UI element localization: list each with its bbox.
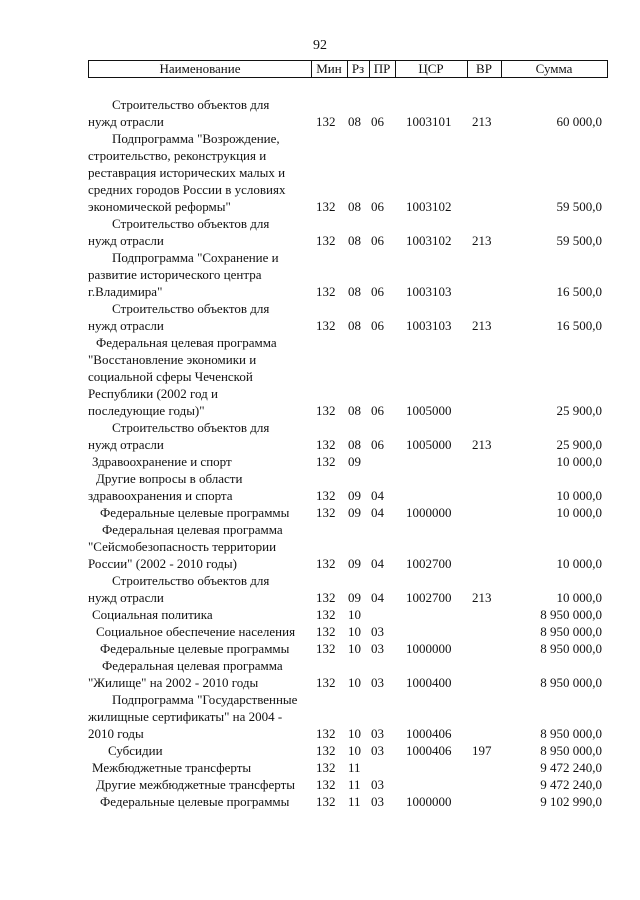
row-name-line: нужд отрасли [88,590,164,605]
row-name [0,334,277,419]
cell-sum: 25 900,0 [556,403,602,418]
cell-rz: 11 [348,794,361,809]
cell-sum: 8 950 000,0 [540,624,602,639]
table-header [88,60,608,78]
row-name-line: Межбюджетные трансферты [92,760,252,775]
cell-csr: 1003102 [406,199,452,214]
cell-min: 132 [316,403,336,418]
cell-rz: 09 [348,556,361,571]
table-row [0,215,640,249]
cell-sum: 9 472 240,0 [540,760,602,775]
cell-vr: 213 [472,114,492,129]
cell-pr: 06 [371,318,384,333]
row-name [0,130,286,215]
cell-rz: 09 [348,454,361,469]
cell-min: 132 [316,641,336,656]
cell-csr: 1000400 [406,675,452,690]
table-row [0,793,640,810]
row-name-line: Подпрограмма "Сохранение и [112,250,279,265]
cell-sum: 8 950 000,0 [540,641,602,656]
cell-min: 132 [316,794,336,809]
cell-min: 132 [316,726,336,741]
cell-pr: 06 [371,403,384,418]
cell-pr: 06 [371,284,384,299]
table-row [0,470,640,504]
page-number: 92 [313,38,327,53]
row-name-line: Другие межбюджетные трансферты [96,777,295,792]
cell-sum: 16 500,0 [556,318,602,333]
table-row [0,742,640,759]
cell-rz: 11 [348,760,361,775]
cell-sum: 10 000,0 [556,505,602,520]
cell-sum: 10 000,0 [556,590,602,605]
table-row [0,623,640,640]
cell-pr: 03 [371,726,384,741]
cell-pr: 06 [371,233,384,248]
header-pr: ПР [373,61,391,76]
row-name [0,215,270,249]
row-name [0,470,243,504]
cell-csr: 1005000 [406,403,452,418]
table-row [0,606,640,623]
row-name-line: Подпрограмма "Государственные [112,692,298,707]
cell-csr: 1000406 [406,743,452,758]
row-name-line: социальной сферы Чеченской [88,369,253,384]
row-name [0,793,290,810]
row-name [0,300,270,334]
cell-rz: 09 [348,488,361,503]
row-name [0,249,279,300]
cell-sum: 8 950 000,0 [540,607,602,622]
cell-min: 132 [316,318,336,333]
cell-pr: 04 [371,488,384,503]
cell-rz: 10 [348,607,361,622]
row-name [0,640,290,657]
cell-pr: 03 [371,794,384,809]
cell-rz: 08 [348,284,361,299]
table-row [0,657,640,691]
row-name [0,419,270,453]
table-row [0,96,640,130]
cell-min: 132 [316,114,336,129]
cell-vr: 213 [472,437,492,452]
row-name-line: Строительство объектов для [112,301,270,316]
cell-vr: 213 [472,233,492,248]
row-name [0,453,232,470]
cell-min: 132 [316,590,336,605]
row-name [0,691,298,742]
cell-pr: 04 [371,556,384,571]
cell-sum: 10 000,0 [556,454,602,469]
row-name-line: "Сейсмобезопасность территории [88,539,277,554]
cell-sum: 10 000,0 [556,488,602,503]
header-min: Мин [316,61,342,76]
cell-rz: 10 [348,743,361,758]
cell-sum: 60 000,0 [556,114,602,129]
cell-pr: 06 [371,199,384,214]
cell-rz: 09 [348,590,361,605]
cell-csr: 1000000 [406,794,452,809]
row-name-line: Подпрограмма "Возрождение, [112,131,280,146]
cell-sum: 8 950 000,0 [540,726,602,741]
row-name-line: средних городов России в условиях [88,182,286,197]
cell-rz: 10 [348,675,361,690]
cell-sum: 59 500,0 [556,233,602,248]
row-name-line: экономической реформы" [88,199,231,214]
cell-pr: 03 [371,777,384,792]
row-name [0,96,270,130]
cell-min: 132 [316,437,336,452]
row-name [0,606,220,623]
table-row [0,130,640,215]
cell-vr: 213 [472,318,492,333]
cell-csr: 1000406 [406,726,452,741]
cell-pr: 06 [371,114,384,129]
row-name-line: нужд отрасли [88,437,164,452]
row-name-line: Другие вопросы в области [96,471,243,486]
cell-csr: 1000000 [406,641,452,656]
cell-sum: 59 500,0 [556,199,602,214]
table-row [0,453,640,470]
cell-rz: 10 [348,726,361,741]
row-name [0,504,290,521]
cell-pr: 03 [371,641,384,656]
row-name [0,776,295,793]
header-vr: ВР [476,61,492,76]
table-row [0,419,640,453]
cell-pr: 03 [371,624,384,639]
row-name-line: Здравоохранение и спорт [92,454,232,469]
cell-rz: 10 [348,624,361,639]
budget-table-body [0,96,640,810]
cell-sum: 8 950 000,0 [540,743,602,758]
row-name-line: "Восстановление экономики и [88,352,257,367]
cell-csr: 1002700 [406,590,452,605]
cell-pr: 03 [371,675,384,690]
cell-csr: 1002700 [406,556,452,571]
row-name-line: Федеральные целевые программы [100,794,290,809]
row-name-line: Республики (2002 год и [88,386,218,401]
table-row [0,572,640,606]
row-name-line: Федеральная целевая программа [102,658,283,673]
cell-rz: 08 [348,318,361,333]
table-row [0,249,640,300]
cell-pr: 03 [371,743,384,758]
row-name-line: "Жилище" на 2002 - 2010 годы [88,675,259,690]
table-row [0,759,640,776]
header-sum: Сумма [535,61,573,76]
cell-sum: 10 000,0 [556,556,602,571]
table-row [0,776,640,793]
header-csr: ЦСР [418,61,444,76]
table-row [0,300,640,334]
row-name-line: жилищные сертификаты" на 2004 - [88,709,283,724]
row-name-line: нужд отрасли [88,114,164,129]
row-name-line: г.Владимира" [88,284,163,299]
row-name-line: последующие годы)" [88,403,205,418]
row-name-line: Федеральная целевая программа [102,522,283,537]
cell-min: 132 [316,454,336,469]
table-row [0,504,640,521]
cell-rz: 08 [348,199,361,214]
row-name-line: Строительство объектов для [112,216,270,231]
row-name-line: Строительство объектов для [112,573,270,588]
table-row [0,334,640,419]
cell-min: 132 [316,624,336,639]
cell-rz: 08 [348,437,361,452]
cell-pr: 06 [371,437,384,452]
header-name: Наименование [159,61,241,76]
table-row [0,691,640,742]
row-name-line: здравоохранения и спорта [88,488,233,503]
row-name [0,572,270,606]
cell-csr: 1003103 [406,318,452,333]
cell-min: 132 [316,607,336,622]
cell-pr: 04 [371,590,384,605]
cell-csr: 1003102 [406,233,452,248]
cell-rz: 08 [348,403,361,418]
row-name-line: Федеральные целевые программы [100,505,290,520]
row-name-line: Федеральные целевые программы [100,641,290,656]
cell-min: 132 [316,284,336,299]
header-rz: Рз [351,61,365,76]
cell-vr: 213 [472,590,492,605]
row-name [0,742,220,759]
cell-csr: 1003101 [406,114,452,129]
cell-sum: 16 500,0 [556,284,602,299]
cell-min: 132 [316,488,336,503]
cell-vr: 197 [472,743,492,758]
row-name-line: строительство, реконструкция и [88,148,267,163]
row-name [0,759,252,776]
cell-min: 132 [316,233,336,248]
cell-min: 132 [316,199,336,214]
cell-rz: 11 [348,777,361,792]
row-name-line: Социальная политика [92,607,213,622]
row-name [0,657,283,691]
cell-sum: 25 900,0 [556,437,602,452]
row-name [0,623,296,640]
cell-sum: 9 472 240,0 [540,777,602,792]
cell-sum: 8 950 000,0 [540,675,602,690]
cell-csr: 1003103 [406,284,452,299]
cell-rz: 08 [348,114,361,129]
row-name [0,521,283,572]
row-name-line: реставрация исторических малых и [88,165,286,180]
cell-rz: 08 [348,233,361,248]
cell-min: 132 [316,505,336,520]
cell-min: 132 [316,777,336,792]
cell-rz: 10 [348,641,361,656]
cell-min: 132 [316,760,336,775]
cell-min: 132 [316,675,336,690]
cell-min: 132 [316,556,336,571]
row-name-line: нужд отрасли [88,233,164,248]
row-name-line: 2010 годы [88,726,144,741]
table-row [0,640,640,657]
cell-csr: 1005000 [406,437,452,452]
row-name-line: Федеральная целевая программа [96,335,277,350]
row-name-line: Социальное обеспечение населения [96,624,296,639]
cell-sum: 9 102 990,0 [540,794,602,809]
cell-pr: 04 [371,505,384,520]
cell-min: 132 [316,743,336,758]
cell-csr: 1000000 [406,505,452,520]
row-name-line: развитие исторического центра [88,267,262,282]
row-name-line: Строительство объектов для [112,420,270,435]
table-row [0,521,640,572]
row-name-line: Субсидии [108,743,163,758]
row-name-line: России" (2002 - 2010 годы) [88,556,237,571]
row-name-line: нужд отрасли [88,318,164,333]
row-name-line: Строительство объектов для [112,97,270,112]
cell-rz: 09 [348,505,361,520]
